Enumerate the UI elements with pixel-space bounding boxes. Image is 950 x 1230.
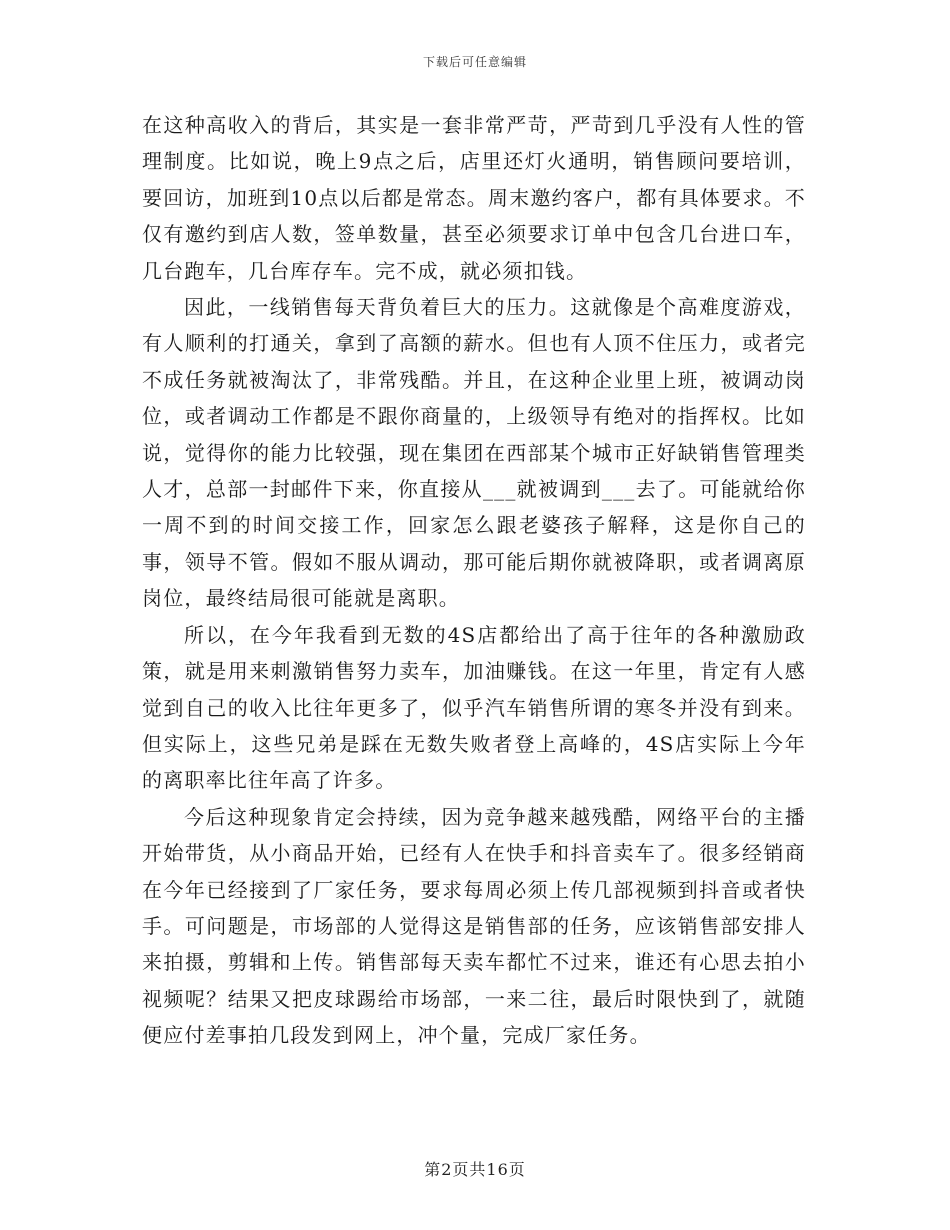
paragraph-4: 今后这种现象肯定会持续，因为竞争越来越残酷，网络平台的主播开始带货，从小商品开始，已经有人在快手和抖音卖车了。很多经销商在今年已经接到了厂家任务，要求每周必须上传几部视频到抖音或者快手。可问题是，市场部的人觉得这是销售部的任务，应该销售部安排人来拍摄，剪辑和上传。销售部每天卖车都忙不过来，谁还有心思去拍小视频呢？结果又把皮球踢给市场部，一来二往，最后时限快到了，就随便应付差事拍几段发到网上，冲个量，完成厂家任务。 — [142, 804, 806, 1048]
paragraph-1: 在这种高收入的背后，其实是一套非常严苛，严苛到几乎没有人性的管理制度。比如说，晚上9点之后，店里还灯火通明，销售顾问要培训，要回访，加班到10点以后都是常态。周末邀约客户，都有具体要求。不仅有邀约到店人数，签单数量，甚至必须要求订单中包含几台进口车，几台跑车，几台库存车。完不成，就必须扣钱。 — [142, 113, 806, 283]
page-header: 下载后可任意编辑 — [422, 55, 527, 69]
document-body — [142, 107, 806, 1054]
paragraph-2: 因此，一线销售每天背负着巨大的压力。这就像是个高难度游戏，有人顺利的打通关，拿到了高额的薪水。但也有人顶不住压力，或者完不成任务就被淘汰了，非常残酷。并且，在这种企业里上班，被调动岗位，或者调动工作都是不跟你商量的，上级领导有绝对的指挥权。比如说，觉得你的能力比较强，现在集团在西部某个城市正好缺销售管理类人才，总部一封邮件下来，你直接从___就被调到___去了。可能就给你一周不到的时间交接工作，回家怎么跟老婆孩子解释，这是你自己的事，领导不管。假如不服从调动，那可能后期你就被降职，或者调离原岗位，最终结局很可能就是离职。 — [142, 295, 806, 611]
page-footer: 第2页共16页 — [424, 1160, 526, 1179]
paragraph-3: 所以，在今年我看到无数的4S店都给出了高于往年的各种激励政策，就是用来刺激销售努力卖车，加油赚钱。在这一年里，肯定有人感觉到自己的收入比往年更多了，似乎汽车销售所谓的寒冬并没有到来。但实际上，这些兄弟是踩在无数失败者登上高峰的，4S店实际上今年的离职率比往年高了许多。 — [142, 622, 806, 793]
